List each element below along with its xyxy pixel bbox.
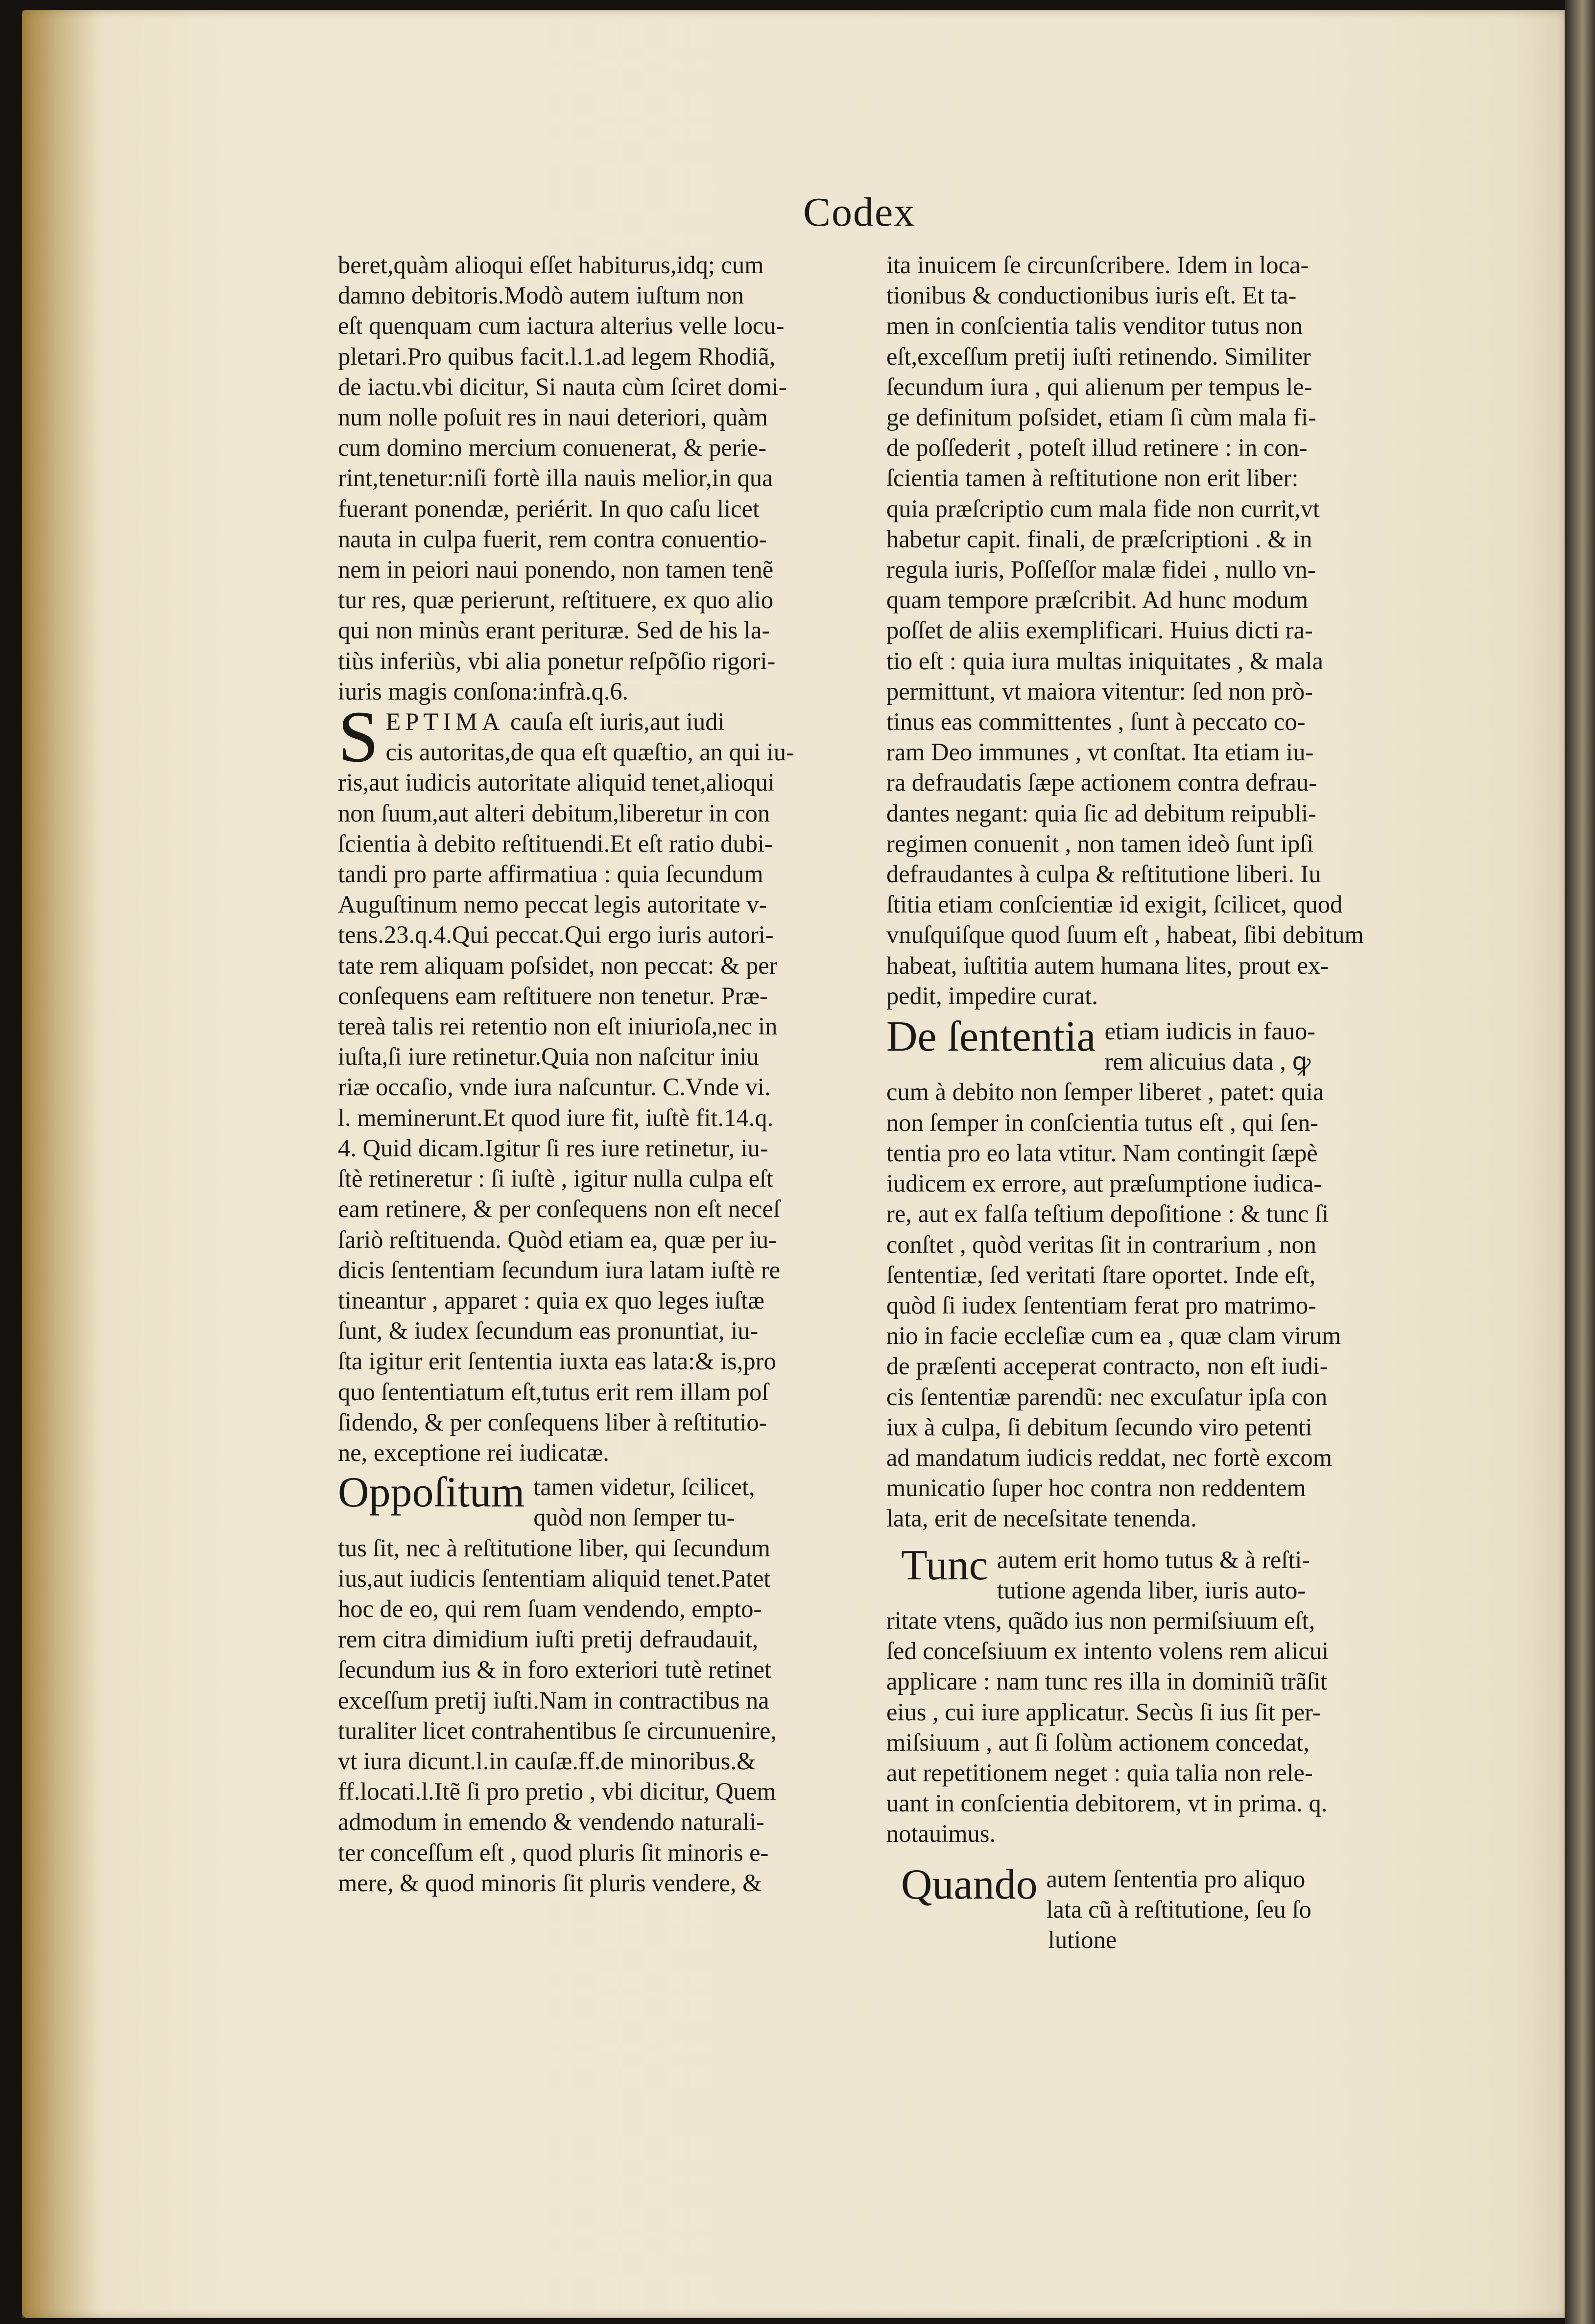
text-line: ritate vtens, quãdo ius non permiſsiuum eſt, [886, 1606, 1315, 1634]
text-line: l. meminerunt.Et quod iure fit, iuſtè fit.14.q. [338, 1103, 774, 1131]
paragraph-oppositum-body [338, 1533, 852, 1898]
text-line: lata, erit de neceſsitate tenenda. [886, 1504, 1197, 1532]
text-line: conſequens eam reſtituere non tenetur. Præ- [338, 982, 768, 1009]
text-line: conſtet , quòd veritas ſit in contrarium , non [886, 1230, 1316, 1258]
text-line: ris,aut iudicis autoritate aliquid tenet,alioqui [338, 769, 775, 797]
text-line: tineantur , apparet : quia ex quo leges iuſtæ [338, 1286, 764, 1314]
text-line: re, aut ex falſa teſtium depoſitione : & tunc ſi [886, 1200, 1329, 1228]
text-line: cum à debito non ſemper liberet , patet: quia [886, 1078, 1324, 1106]
paragraph-de-sententia [886, 1016, 1415, 1077]
text-line: turaliter licet contrahentibus ſe circunuenire, [338, 1716, 777, 1744]
text-line: habetur capit. finali, de præſcriptioni . & in [886, 525, 1312, 553]
text-line: ſtitia etiam conſcientiæ id exigit, ſcilicet, quod [886, 891, 1343, 918]
text-line: admodum in emendo & vendendo naturali- [338, 1808, 764, 1836]
right-column [886, 250, 1415, 1955]
drop-cap: S [338, 706, 379, 768]
text-line: rint,tenetur:niſi fortè illa nauis melior,in qua [338, 464, 773, 492]
text-line: ſunt, & iudex ſecundum eas pronuntiat, iu- [338, 1317, 759, 1345]
text-line: tandi pro parte affirmatiua : quia ſecundum [338, 860, 763, 888]
text-line: beret,quàm alioqui eſſet habiturus,idq; cum [338, 251, 764, 279]
text-line: vt iura dicunt.l.in cauſæ.ff.de minoribus.& [338, 1747, 756, 1775]
text-line: damno debitoris.Modò autem iuſtum non [338, 282, 744, 309]
text-line: eius , cui iure applicatur. Secùs ſi ius ſit per- [886, 1698, 1321, 1726]
text-line: ita inuicem ſe circunſcribere. Idem in loca- [886, 251, 1309, 279]
text-line: tereà talis rei retentio non eſt iniurioſa,nec in [338, 1012, 778, 1040]
text-line: non ſemper in conſcientia tutus eſt , qui ſen- [886, 1108, 1319, 1136]
text-line: eſt,exceſſum pretij iuſti retinendo. Similiter [886, 342, 1311, 370]
text-line: qui non minùs erant perituræ. Sed de his la- [338, 616, 770, 644]
text-line: ſententiæ, ſed veritati ſtare oportet. Inde eſt, [886, 1261, 1316, 1289]
text-line: ſecundum iura , qui alienum per tempus le- [886, 373, 1312, 400]
lead-word: Oppoſitum [338, 1472, 525, 1517]
text-line: etiam iudicis in fauo- [1104, 1017, 1316, 1045]
text-line: cis autoritas,de qua eſt quæſtio, an qui iu- [385, 738, 794, 766]
text-line: ſed conceſsiuum ex intento volens rem alicui [886, 1637, 1329, 1665]
text-line: non ſuum,aut alteri debitum,liberetur in con [338, 799, 770, 827]
text-line: notauimus. [886, 1820, 996, 1848]
text-line: autem ſententia pro aliquo [1046, 1865, 1306, 1893]
text-line: pedit, impedire curat. [886, 982, 1098, 1009]
text-line: habeat, iuſtitia autem humana lites, prout ex- [886, 951, 1329, 979]
paragraph-tunc-body [886, 1605, 1415, 1849]
text-line: riæ occaſio, vnde iura naſcuntur. C.Vnde vi. [338, 1073, 771, 1101]
text-line: cis ſententiæ parendũ: nec excuſatur ipſa con [886, 1383, 1328, 1410]
text-line: tio eſt : quia iura multas iniquitates , & mala [886, 647, 1323, 675]
text-line: ſta igitur erit ſententia iuxta eas lata:& is,pro [338, 1347, 776, 1375]
text-line: dicis ſententiam ſecundum iura latam iuſtè re [338, 1256, 781, 1284]
text-line: quòd non ſemper tu- [533, 1503, 735, 1531]
lead-word: De ſententia [886, 1016, 1096, 1061]
paragraph-tunc [886, 1545, 1415, 1605]
text-line: quam tempore præſcribit. Ad hunc modum [886, 586, 1309, 614]
text-line: applicare : nam tunc res illa in dominiũ trãſit [886, 1667, 1328, 1695]
text-line: ra defraudatis ſæpe actionem contra defrau- [886, 769, 1317, 797]
text-line: regimen conuenit , non tamen ideò ſunt ipſi [886, 829, 1314, 857]
paragraph-quando [886, 1864, 1415, 1955]
paragraph-septima-body [338, 767, 852, 1468]
running-head: Codex [803, 189, 916, 235]
text-line: tate rem aliquam poſsidet, non peccat: & per [338, 951, 778, 979]
text-line: rem citra dimidium iuſti pretij defraudauit, [338, 1625, 759, 1653]
text-line: autem erit homo tutus & à reſti- [997, 1546, 1310, 1573]
text-line: nem in peiori naui ponendo, non tamen tenẽ [338, 556, 774, 584]
text-line: tinus eas committentes , ſunt à peccato co- [886, 708, 1306, 736]
text-line: iux à culpa, ſi debitum ſecundo viro petenti [886, 1413, 1312, 1441]
text-line: lutione [1048, 1925, 1117, 1953]
paragraph-continuation [886, 250, 1415, 1011]
text-line: cauſa eſt iuris,aut iudi [504, 708, 725, 736]
text-line: exceſſum pretij iuſti.Nam in contractibus na [338, 1686, 769, 1714]
text-line: aut repetitionem neget : quia talia non rele- [886, 1759, 1313, 1786]
text-line: tens.23.q.4.Qui peccat.Qui ergo iuris autori- [338, 921, 774, 949]
paragraph-de-sententia-body [886, 1077, 1415, 1533]
text-line: hoc de eo, qui rem ſuam vendendo, empto- [338, 1595, 762, 1622]
text-line: vnuſquiſque quod ſuum eſt , habeat, ſibi debitum [886, 921, 1364, 949]
text-line: de iactu.vbi dicitur, Si nauta cùm ſciret domi- [338, 373, 787, 400]
text-line: ſcientia tamen à reſtitutione non erit liber: [886, 464, 1299, 492]
text-line: de præſenti acceperat contracto, non eſt iudi- [886, 1352, 1328, 1380]
text-line: fuerant ponendæ, periérit. In quo caſu licet [338, 494, 760, 522]
text-line: iudicem ex errore, aut præſumptione iudica- [886, 1170, 1322, 1197]
text-line: ſidendo, & per conſequens liber à reſtitutio- [338, 1408, 767, 1436]
text-line: dantes negant: quia ſic ad debitum reipubli- [886, 799, 1316, 827]
lead-word: Tunc [901, 1544, 988, 1589]
text-line: eſt quenquam cum iactura alterius velle locu- [338, 312, 785, 340]
paragraph-septima [338, 706, 852, 767]
text-line: ſtè retineretur : ſi iuſtè , igitur nulla culpa eſt [338, 1165, 774, 1193]
text-line: ne, exceptione rei iudicatæ. [338, 1438, 609, 1466]
text-line: eam retinere, & per conſequens non eſt neceſ [338, 1195, 780, 1223]
page-edge [1565, 0, 1595, 2324]
text-line: poſſet de aliis exemplificari. Huius dicti ra- [886, 616, 1313, 644]
text-line: mere, & quod minoris ſit pluris vendere, & [338, 1869, 762, 1897]
text-line: ter conceſſum eſt , quod pluris ſit minoris e- [338, 1838, 769, 1866]
text-line: rem alicuius data , ꝙ [1104, 1048, 1311, 1076]
text-line: permittunt, vt maiora vitentur: ſed non prò- [886, 677, 1313, 705]
text-line: Auguſtinum nemo peccat legis autoritate v- [338, 891, 767, 918]
text-line: tiùs inferiùs, vbi alia ponetur reſpõſio rigori- [338, 647, 776, 675]
text-line: lata cũ à reſtitutione, ſeu ſo [1046, 1895, 1311, 1923]
paragraph-oppositum [338, 1472, 852, 1532]
text-line: tentia pro eo lata vtitur. Nam contingit ſæpè [886, 1139, 1318, 1167]
text-line: cum domino mercium conuenerat, & perie- [338, 434, 767, 462]
text-line: ad mandatum iudicis reddat, nec fortè excom [886, 1443, 1333, 1471]
text-line: 4. Quid dicam.Igitur ſi res iure retinetur, iu- [338, 1134, 768, 1162]
text-line: ſcientia à debito reſtituendi.Et eſt ratio dubi- [338, 829, 773, 857]
text-line: iuris magis conſona:infrà.q.6. [338, 677, 629, 705]
text-line: tur res, quæ perierunt, reſtituere, ex quo alio [338, 586, 774, 614]
text-line: uant in conſcientia debitorem, vt in prima. q. [886, 1789, 1328, 1817]
text-line: tutione agenda liber, iuris auto- [997, 1576, 1306, 1604]
text-line: quia præſcriptio cum mala fide non currit,vt [886, 494, 1320, 522]
text-line: regula iuris, Poſſeſſor malæ fidei , nullo vn- [886, 556, 1316, 584]
text-line: ius,aut iudicis ſententiam aliquid tenet.Patet [338, 1564, 771, 1592]
text-line: ſecundum ius & in foro exteriori tutè retinet [338, 1656, 771, 1684]
section-heading: EPTIMA [385, 708, 504, 736]
text-line: men in conſcientia talis venditor tutus non [886, 312, 1303, 340]
text-line: miſsiuum , aut ſi ſolùm actionem concedat, [886, 1728, 1309, 1756]
text-line: nauta in culpa fuerit, rem contra conuentio- [338, 525, 767, 553]
text-line: pletari.Pro quibus facit.l.1.ad legem Rhodiã, [338, 342, 776, 370]
text-line: defraudantes à culpa & reſtitutione liberi. Iu [886, 860, 1321, 888]
lead-word: Quando [901, 1863, 1038, 1908]
paragraph-continuation [338, 250, 852, 706]
text-line: municatio ſuper hoc contra non reddentem [886, 1474, 1306, 1502]
text-line: tus ſit, nec à reſtitutione liber, qui ſecundum [338, 1534, 770, 1562]
text-line: num nolle poſuit res in naui deteriori, quàm [338, 403, 768, 431]
text-line: quo ſententiatum eſt,tutus erit rem illam poſ [338, 1378, 769, 1406]
text-line: ge definitum poſsidet, etiam ſi cùm mala fi- [886, 403, 1316, 431]
text-line: ff.locati.l.Itẽ ſi pro pretio , vbi dicitur, Quem [338, 1778, 776, 1806]
text-line: quòd ſi iudex ſententiam ferat pro matrimo- [886, 1291, 1316, 1319]
text-line: nio in facie eccleſiæ cum ea , quæ clam virum [886, 1322, 1341, 1350]
text-line: iuſta,ſi iure retinetur.Quia non naſcitur iniu [338, 1043, 759, 1071]
text-line: tionibus & conductionibus iuris eſt. Et ta- [886, 282, 1297, 309]
left-column [338, 250, 852, 1898]
text-line: ram Deo immunes , vt conſtat. Ita etiam iu- [886, 738, 1314, 766]
text-line: ſariò reſtituenda. Quòd etiam ea, quæ per iu- [338, 1225, 777, 1253]
text-line: de poſſederit , poteſt illud retinere : in con- [886, 434, 1308, 462]
text-line: tamen videtur, ſcilicet, [533, 1473, 755, 1501]
